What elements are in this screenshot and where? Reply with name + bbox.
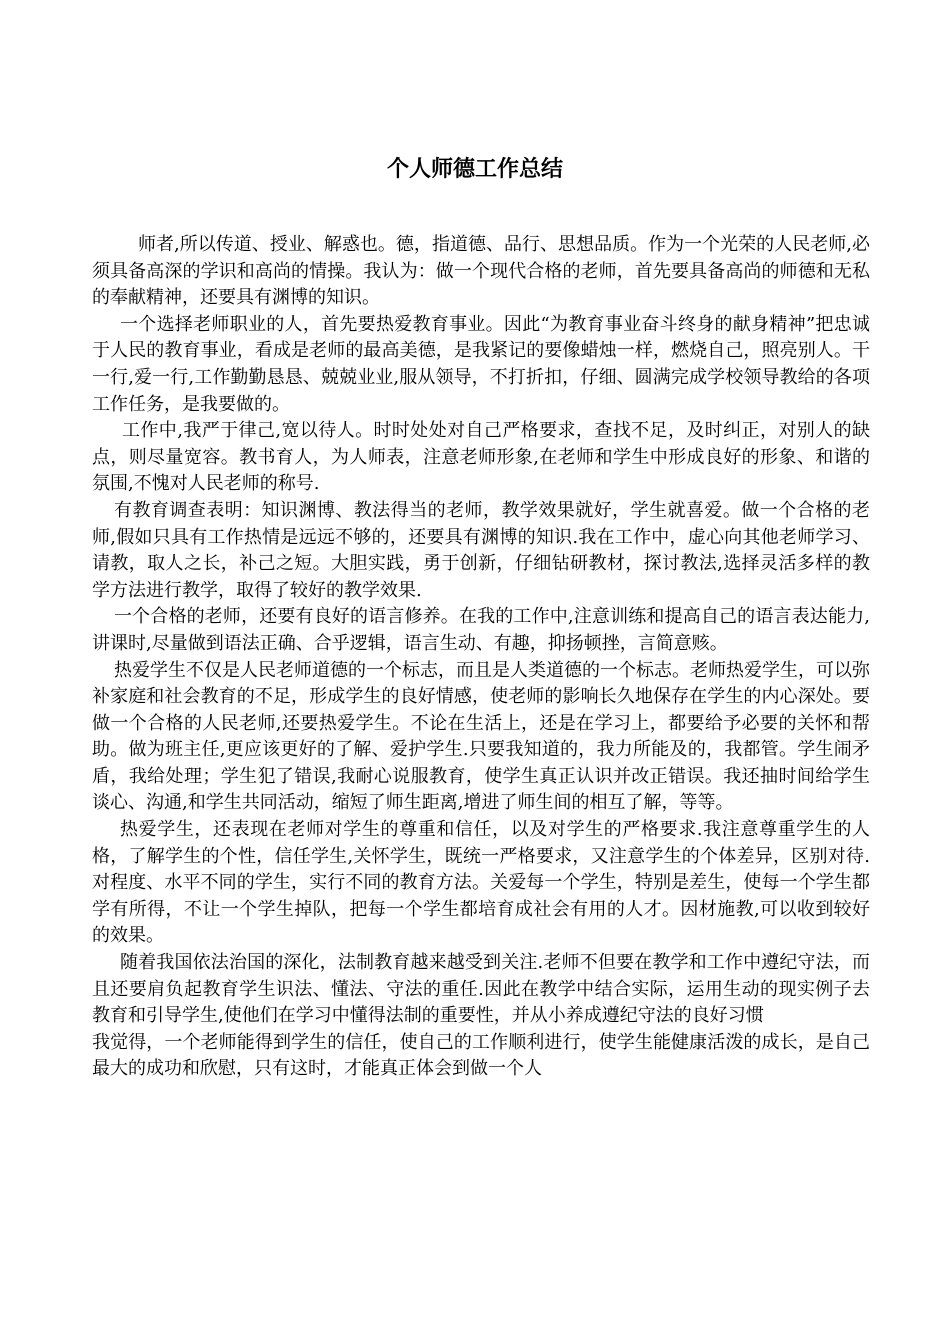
paragraph-8: 随着我国依法治国的深化，法制教育越来越受到关注.老师不但要在教学和工作中遵纪守法，而且还要肩负起教育学生识法、懂法、守法的重任.因此在教学中结合实际，运用生动的现实例子去教育和引导学生,使他们在学习中懂得法制的重要性，并从小养成遵纪守法的良好习惯 [92, 952, 870, 1027]
paragraph-2: 一个选择老师职业的人，首先要热爱教育事业。因此“为教育事业奋斗终身的献身精神”把忠诚于人民的教育事业，看成是老师的最高美德，是我紧记的要像蜡烛一样，燃烧自己，照亮别人。干一行,爱一行,工作勤勤恳恳、兢兢业业,服从领导，不打折扣，仔细、圆满完成学校领导教给的各项工作任务，是我要做的。 [92, 313, 870, 415]
document-title: 个人师德工作总结 [386, 157, 563, 182]
document-body [92, 232, 870, 1083]
paragraph-3: 工作中,我严于律己,宽以待人。时时处处对自己严格要求，查找不足，及时纠正，对别人的缺点，则尽量宽容。教书育人，为人师表，注意老师形象,在老师和学生中形成良好的形象、和谐的氛围,不愧对人民老师的称号. [92, 420, 870, 495]
paragraph-6: 热爱学生不仅是人民老师道德的一个标志，而且是人类道德的一个标志。老师热爱学生，可以弥补家庭和社会教育的不足，形成学生的良好情感，使老师的影响长久地保存在学生的内心深处。要做一个合格的人民老师,还要热爱学生。不论在生活上，还是在学习上，都要给予必要的关怀和帮助。做为班主任,更应该更好的了解、爱护学生.只要我知道的，我力所能及的，我都管。学生闹矛盾，我给处理；学生犯了错误,我耐心说服教育，使学生真正认识并改正错误。我还抽时间给学生谈心、沟通,和学生共同活动，缩短了师生距离,增进了师生间的相互了解，等等。 [92, 659, 870, 814]
paragraph-7: 热爱学生，还表现在老师对学生的尊重和信任，以及对学生的严格要求.我注意尊重学生的人格，了解学生的个性，信任学生,关怀学生，既统一严格要求，又注意学生的个体差异，区别对待.对程度、水平不同的学生，实行不同的教育方法。关爱每一个学生，特别是差生，使每一个学生都学有所得，不让一个学生掉队，把每一个学生都培育成社会有用的人才。因材施教,可以收到较好的效果。 [92, 819, 870, 947]
paragraph-5: 一个合格的老师，还要有良好的语言修养。在我的工作中,注意训练和提高自己的语言表达能力,讲课时,尽量做到语法正确、合乎逻辑，语言生动、有趣，抑扬顿挫，言简意赅。 [92, 606, 870, 654]
paragraph-1: 师者,所以传道、授业、解惑也。德，指道德、品行、思想品质。作为一个光荣的人民老师,必须具备高深的学识和高尚的情操。我认为：做一个现代合格的老师，首先要具备高尚的师德和无私的奉献精神，还要具有渊博的知识。 [92, 234, 870, 309]
paragraph-9: 我觉得，一个老师能得到学生的信任，使自己的工作顺利进行，使学生能健康活泼的成长，是自己最大的成功和欣慰，只有这时，才能真正体会到做一个人 [92, 1031, 870, 1080]
paragraph-4: 有教育调查表明：知识渊博、教法得当的老师，教学效果就好，学生就喜爱。做一个合格的老师,假如只具有工作热情是远远不够的，还要具有渊博的知识.我在工作中，虚心向其他老师学习、请教，取人之长，补己之短。大胆实践，勇于创新，仔细钻研教材，探讨教法,选择灵活多样的教学方法进行教学，取得了较好的教学效果. [92, 499, 870, 601]
